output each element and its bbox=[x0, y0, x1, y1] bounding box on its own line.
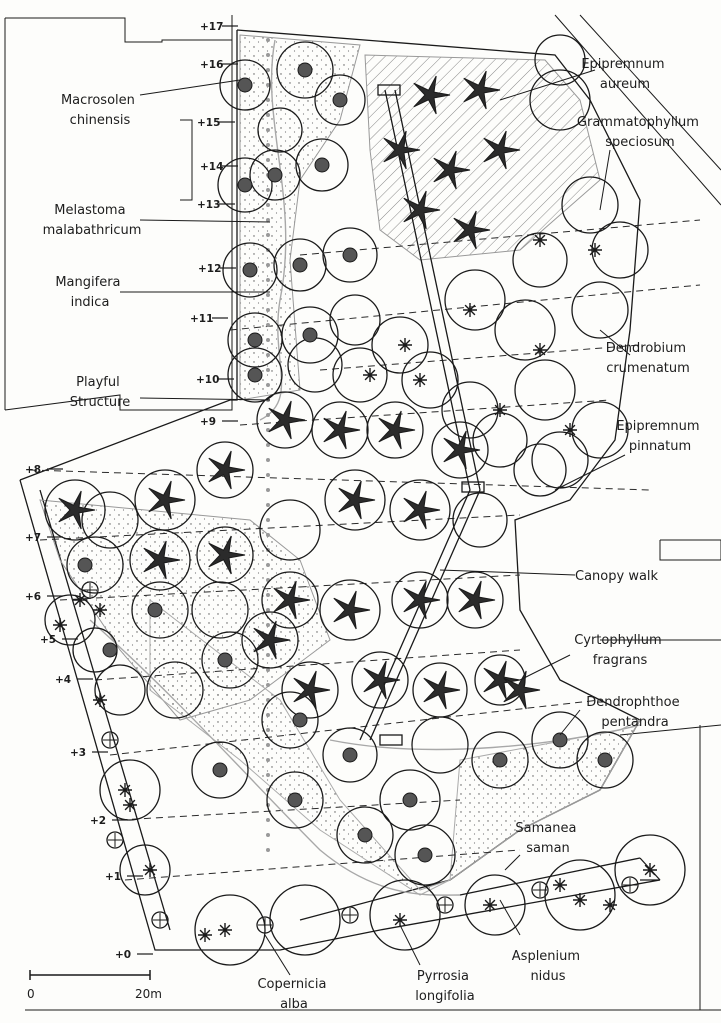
shrub-symbol bbox=[358, 828, 372, 842]
shrub-symbol bbox=[493, 753, 507, 767]
shrub-symbol bbox=[238, 78, 252, 92]
epiphyte-symbol bbox=[483, 898, 497, 912]
level-marker: +17 bbox=[200, 21, 224, 33]
shrub-symbol bbox=[248, 368, 262, 382]
epiphyte-symbol bbox=[398, 338, 412, 352]
tree-canopy bbox=[572, 282, 628, 338]
shrub-symbol bbox=[403, 793, 417, 807]
level-marker: +13 bbox=[197, 199, 221, 211]
label-pyrrosia: Pyrrosia longifolia bbox=[415, 969, 475, 1004]
epiphyte-symbol bbox=[118, 783, 132, 797]
path-dot bbox=[266, 593, 270, 597]
shrub-symbol bbox=[298, 63, 312, 77]
tree-canopy bbox=[453, 493, 507, 547]
epiphyte-symbol bbox=[93, 693, 107, 707]
dark-canopy bbox=[269, 401, 305, 439]
tree-canopy bbox=[442, 382, 498, 438]
shrub-symbol bbox=[333, 93, 347, 107]
path-dot bbox=[266, 38, 270, 42]
epiphyte-symbol bbox=[463, 303, 477, 317]
epiphyte-symbol bbox=[588, 243, 602, 257]
label-grammatophyllum: Grammatophyllum speciosum bbox=[576, 115, 699, 150]
path-dot bbox=[266, 473, 270, 477]
path-dot bbox=[266, 728, 270, 732]
path-dot bbox=[266, 413, 270, 417]
epiphyte-symbol bbox=[533, 343, 547, 357]
dark-canopy bbox=[424, 671, 460, 709]
dark-canopy bbox=[379, 411, 415, 449]
path-dot bbox=[266, 128, 270, 132]
level-marker: +4 bbox=[55, 674, 72, 686]
epiphyte-symbol bbox=[73, 593, 87, 607]
path-dot bbox=[266, 503, 270, 507]
path-dot bbox=[266, 278, 270, 282]
shrub-symbol bbox=[213, 763, 227, 777]
path-dot bbox=[266, 308, 270, 312]
path-dot bbox=[266, 653, 270, 657]
scale-start-label: 0 bbox=[27, 987, 35, 1001]
epiphyte-symbol bbox=[563, 423, 577, 437]
epiphyte-symbol bbox=[143, 863, 157, 877]
tree-canopy bbox=[370, 880, 440, 950]
label-copernicia: Copernicia alba bbox=[257, 977, 327, 1012]
path-dot bbox=[266, 293, 270, 297]
level-marker: +2 bbox=[90, 815, 107, 827]
shrub-symbol bbox=[78, 558, 92, 572]
label-playful-structure: Playful Structure bbox=[69, 375, 131, 410]
dark-canopy bbox=[364, 661, 400, 699]
path-dot bbox=[266, 848, 270, 852]
scale-end-label: 20m bbox=[135, 987, 162, 1001]
path-dot bbox=[266, 743, 270, 747]
epiphyte-symbol bbox=[123, 798, 137, 812]
label-samanea: Samanea saman bbox=[515, 821, 577, 856]
epiphyte-symbol bbox=[53, 618, 67, 632]
shrub-symbol bbox=[303, 328, 317, 342]
level-marker: +1 bbox=[105, 871, 122, 883]
tree-canopy bbox=[260, 500, 320, 560]
level-marker: +7 bbox=[25, 532, 42, 544]
path-dot bbox=[266, 353, 270, 357]
path-dot bbox=[266, 218, 270, 222]
shrub-symbol bbox=[293, 258, 307, 272]
level-marker: +9 bbox=[200, 416, 217, 428]
path-dot bbox=[266, 113, 270, 117]
tree-canopy bbox=[532, 432, 588, 488]
path-dot bbox=[266, 533, 270, 537]
shrub-symbol bbox=[553, 733, 567, 747]
level-marker: +16 bbox=[200, 59, 224, 71]
path-dot bbox=[266, 323, 270, 327]
level-marker: +0 bbox=[115, 949, 132, 961]
epiphyte-symbol bbox=[553, 878, 567, 892]
path-dot bbox=[266, 623, 270, 627]
epiphyte-symbol bbox=[533, 233, 547, 247]
path-dot bbox=[266, 383, 270, 387]
shrub-symbol bbox=[248, 333, 262, 347]
path-dot bbox=[266, 53, 270, 57]
level-marker: +14 bbox=[200, 161, 224, 173]
epiphyte-symbol bbox=[93, 603, 107, 617]
epiphyte-symbol bbox=[413, 373, 427, 387]
tree-canopy bbox=[402, 352, 458, 408]
path-dot bbox=[266, 203, 270, 207]
level-marker: +11 bbox=[190, 313, 214, 325]
shrub-symbol bbox=[598, 753, 612, 767]
epiphyte-symbol bbox=[573, 893, 587, 907]
epiphyte-symbol bbox=[218, 923, 232, 937]
shrub-symbol bbox=[103, 643, 117, 657]
level-marker: +12 bbox=[198, 263, 222, 275]
epiphyte-symbol bbox=[643, 863, 657, 877]
path-dot bbox=[266, 683, 270, 687]
path-dot bbox=[266, 563, 270, 567]
label-epipremnum-aureum: Epipremnum aureum bbox=[581, 57, 665, 92]
level-marker: +3 bbox=[70, 747, 87, 759]
shrub-symbol bbox=[218, 653, 232, 667]
epiphyte-symbol bbox=[198, 928, 212, 942]
path-dot bbox=[266, 818, 270, 822]
level-marker: +5 bbox=[40, 634, 57, 646]
scale-bar bbox=[27, 970, 162, 1001]
tree-canopy bbox=[445, 270, 505, 330]
label-cyrtophyllum: Cyrtophyllum fragrans bbox=[574, 633, 662, 668]
path-dot bbox=[266, 518, 270, 522]
shrub-symbol bbox=[243, 263, 257, 277]
path-dot bbox=[266, 233, 270, 237]
level-marker: +10 bbox=[196, 374, 220, 386]
tree-canopy bbox=[333, 348, 387, 402]
shrub-symbol bbox=[268, 168, 282, 182]
path-dot bbox=[266, 458, 270, 462]
shrub-symbol bbox=[418, 848, 432, 862]
dark-canopy bbox=[209, 451, 245, 489]
tree-canopy bbox=[412, 717, 468, 773]
tree-canopy bbox=[515, 360, 575, 420]
path-dot bbox=[266, 758, 270, 762]
dark-canopy bbox=[459, 581, 495, 619]
shrub-symbol bbox=[315, 158, 329, 172]
dark-canopy bbox=[324, 411, 360, 449]
epiphyte-symbol bbox=[393, 913, 407, 927]
path-dot bbox=[266, 263, 270, 267]
shrub-symbol bbox=[238, 178, 252, 192]
path-dot bbox=[266, 773, 270, 777]
level-marker: +15 bbox=[197, 117, 221, 129]
tree-canopy bbox=[95, 665, 145, 715]
level-marker: +8 bbox=[25, 464, 42, 476]
dark-canopy bbox=[404, 581, 440, 619]
epiphyte-symbol bbox=[363, 368, 377, 382]
epiphyte-symbol bbox=[493, 403, 507, 417]
label-dendrobium: Dendrobium crumenatum bbox=[605, 341, 690, 376]
label-epipremnum-pinnatum: Epipremnum pinnatum bbox=[616, 419, 700, 454]
epiphyte-symbol bbox=[603, 898, 617, 912]
path-dot bbox=[266, 158, 270, 162]
path-dot bbox=[266, 338, 270, 342]
label-dendrophthoe: Dendrophthoe pentandra bbox=[586, 695, 680, 730]
label-melastoma: Melastoma malabathricum bbox=[42, 203, 142, 238]
label-asplenium: Asplenium nidus bbox=[511, 949, 581, 984]
shrub-symbol bbox=[343, 748, 357, 762]
path-dot bbox=[266, 143, 270, 147]
shrub-symbol bbox=[288, 793, 302, 807]
label-mangifera: Mangifera indica bbox=[55, 275, 121, 310]
path-dot bbox=[266, 368, 270, 372]
dark-canopy bbox=[334, 591, 370, 629]
shrub-symbol bbox=[148, 603, 162, 617]
shrub-symbol bbox=[293, 713, 307, 727]
shrub-symbol bbox=[343, 248, 357, 262]
dark-canopy bbox=[404, 491, 440, 529]
tree-canopy bbox=[473, 413, 527, 467]
label-macrosolen: Macrosolen chinensis bbox=[60, 93, 135, 128]
label-canopy-walk: Canopy walk bbox=[575, 569, 659, 584]
path-dot bbox=[266, 833, 270, 837]
dark-canopy bbox=[339, 481, 375, 519]
path-dots bbox=[266, 38, 270, 852]
level-marker: +6 bbox=[25, 591, 42, 603]
path-dot bbox=[266, 713, 270, 717]
path-dot bbox=[266, 488, 270, 492]
path-dot bbox=[266, 188, 270, 192]
